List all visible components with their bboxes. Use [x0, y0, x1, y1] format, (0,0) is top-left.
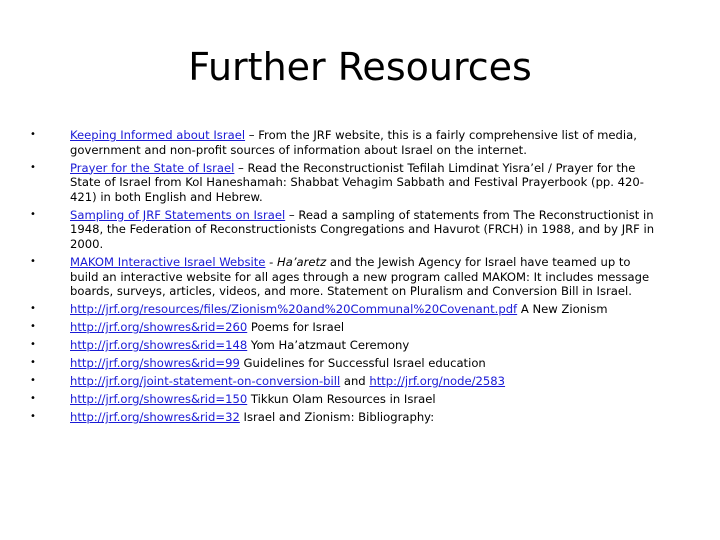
item-text: and — [340, 374, 370, 389]
list-item — [70, 338, 660, 353]
link-guidelines[interactable]: http://jrf.org/showres&rid=99 — [70, 356, 240, 371]
list-item — [70, 161, 660, 205]
link-tikkun-olam[interactable]: http://jrf.org/showres&rid=150 — [70, 392, 248, 407]
link-bibliography[interactable]: http://jrf.org/showres&rid=32 — [70, 410, 240, 424]
item-text: Israel and Zionism: Bibliography: — [239, 410, 435, 424]
item-text: A New Zionism — [517, 302, 608, 317]
link-node-2583[interactable]: http://jrf.org/node/2583 — [369, 374, 506, 389]
slide-title: Further Resources — [188, 45, 532, 89]
item-text: – Read a sampling of statements from The Reconstructionist in 1948, the Federation of Reconstructionists Congregations and Havurot (FRCH) in 1988, and by JRF in 2000. — [70, 207, 655, 251]
list-item — [70, 374, 660, 389]
list-item — [70, 208, 660, 252]
link-yom-haatzmaut[interactable]: http://jrf.org/showres&rid=148 — [70, 338, 248, 353]
link-conversion-bill[interactable]: http://jrf.org/joint-statement-on-conversion-bill — [70, 374, 341, 389]
list-item — [70, 356, 660, 371]
link-jrf-statements[interactable]: Sampling of JRF Statements on Israel — [70, 207, 286, 222]
link-makom-website[interactable]: MAKOM Interactive Israel Website — [70, 254, 266, 269]
list-item — [70, 410, 660, 425]
item-text: and the Jewish Agency for Israel have teamed up to build an interactive website for all ages through a new program called MAKOM: It includes message boards, surveys, articles, videos, and more. Statement on Pluralism and Conversion Bill in Israel. — [70, 254, 650, 299]
item-text: Poems for Israel — [247, 320, 345, 335]
item-text: Yom Ha’atzmaut Ceremony — [247, 338, 410, 353]
item-text: Guidelines for Successful Israel education — [239, 356, 486, 371]
link-poems[interactable]: http://jrf.org/showres&rid=260 — [70, 320, 248, 335]
item-text: Tikkun Olam Resources in Israel — [247, 392, 436, 407]
list-item — [70, 255, 660, 299]
resource-list — [70, 128, 660, 428]
item-text: – Read the Reconstructionist Tefilah Limdinat Yisra’el / Prayer for the State of Israel from Kol Haneshamah: Shabbat Vehagim Sabbath and Festival Prayerbook (pp. 420-421) in both English and Hebrew. — [70, 160, 644, 204]
link-prayer-state-israel[interactable]: Prayer for the State of Israel — [70, 160, 235, 175]
link-keeping-informed[interactable]: Keeping Informed about Israel — [70, 128, 246, 142]
list-item — [70, 320, 660, 335]
list-item — [70, 392, 660, 407]
list-item — [70, 302, 660, 317]
list-item — [70, 128, 660, 157]
item-emphasis: Ha’aretz — [277, 254, 327, 269]
item-text: - — [265, 254, 278, 269]
link-new-zionism[interactable]: http://jrf.org/resources/files/Zionism%20and%20Communal%20Covenant.pdf — [70, 302, 518, 317]
item-text: – From the JRF website, this is a fairly comprehensive list of media, government and non-profit sources of information about Israel on the internet. — [70, 128, 637, 157]
